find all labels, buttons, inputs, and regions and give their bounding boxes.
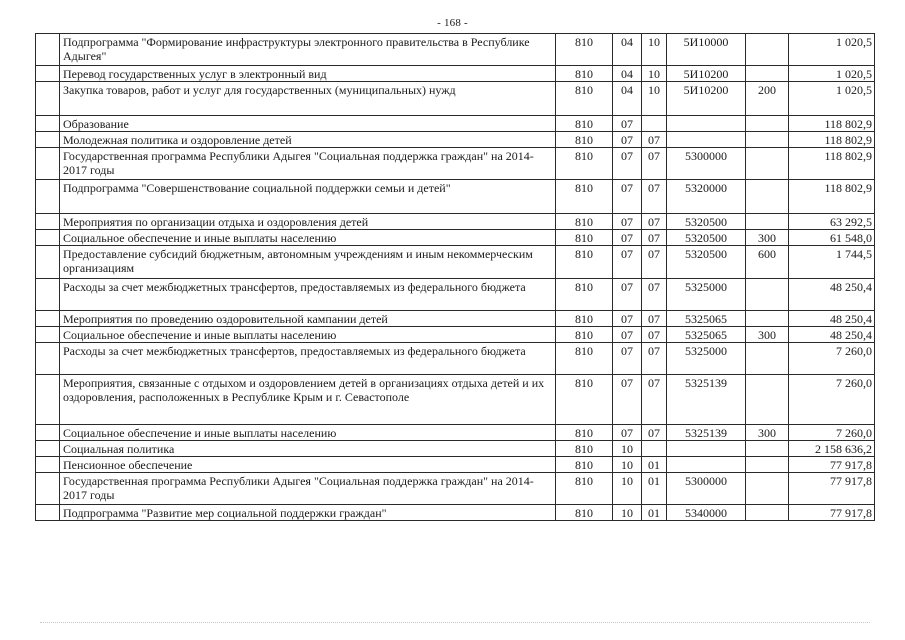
row-marker-cell bbox=[36, 505, 60, 521]
subsection-code-cell: 10 bbox=[642, 66, 667, 82]
item-name-cell: Государственная программа Республики Адыгея "Социальная поддержка граждан" на 2014-2017 годы bbox=[60, 473, 556, 505]
item-name-cell: Мероприятия по организации отдыха и оздоровления детей bbox=[60, 214, 556, 230]
table-row bbox=[36, 246, 875, 279]
target-code-cell: 5320500 bbox=[667, 246, 746, 279]
target-code-cell: 5300000 bbox=[667, 473, 746, 505]
ministry-code-cell: 810 bbox=[556, 343, 613, 375]
subsection-code-cell: 07 bbox=[642, 180, 667, 214]
target-code-cell: 5325139 bbox=[667, 425, 746, 441]
table-row bbox=[36, 425, 875, 441]
item-name-cell: Перевод государственных услуг в электронный вид bbox=[60, 66, 556, 82]
item-name-cell: Расходы за счет межбюджетных трансфертов, предоставляемых из федерального бюджета bbox=[60, 343, 556, 375]
ministry-code-cell: 810 bbox=[556, 148, 613, 180]
row-marker-cell bbox=[36, 375, 60, 425]
item-name-cell: Социальное обеспечение и иные выплаты населению bbox=[60, 230, 556, 246]
expense-type-cell bbox=[746, 473, 789, 505]
target-code-cell: 5340000 bbox=[667, 505, 746, 521]
expense-type-cell bbox=[746, 66, 789, 82]
table-row bbox=[36, 343, 875, 375]
amount-cell: 77 917,8 bbox=[789, 457, 875, 473]
amount-cell: 2 158 636,2 bbox=[789, 441, 875, 457]
row-marker-cell bbox=[36, 473, 60, 505]
subsection-code-cell: 07 bbox=[642, 375, 667, 425]
row-marker-cell bbox=[36, 132, 60, 148]
section-code-cell: 07 bbox=[613, 375, 642, 425]
amount-cell: 61 548,0 bbox=[789, 230, 875, 246]
subsection-code-cell: 01 bbox=[642, 457, 667, 473]
section-code-cell: 07 bbox=[613, 116, 642, 132]
expense-type-cell: 300 bbox=[746, 230, 789, 246]
expense-type-cell bbox=[746, 505, 789, 521]
section-code-cell: 07 bbox=[613, 327, 642, 343]
row-marker-cell bbox=[36, 425, 60, 441]
subsection-code-cell: 07 bbox=[642, 132, 667, 148]
amount-cell: 1 020,5 bbox=[789, 34, 875, 66]
item-name-cell: Мероприятия, связанные с отдыхом и оздоровлением детей в организациях отдыха детей и их оздоровления, расположенных в Республике Крым и г. Севастополе bbox=[60, 375, 556, 425]
target-code-cell: 5И10200 bbox=[667, 66, 746, 82]
expense-type-cell bbox=[746, 148, 789, 180]
row-marker-cell bbox=[36, 214, 60, 230]
section-code-cell: 10 bbox=[613, 457, 642, 473]
row-marker-cell bbox=[36, 279, 60, 311]
ministry-code-cell: 810 bbox=[556, 311, 613, 327]
item-name-cell: Мероприятия по проведению оздоровительной кампании детей bbox=[60, 311, 556, 327]
target-code-cell: 5300000 bbox=[667, 148, 746, 180]
target-code-cell: 5320500 bbox=[667, 230, 746, 246]
target-code-cell bbox=[667, 457, 746, 473]
section-code-cell: 07 bbox=[613, 246, 642, 279]
amount-cell: 7 260,0 bbox=[789, 343, 875, 375]
row-marker-cell bbox=[36, 180, 60, 214]
row-marker-cell bbox=[36, 116, 60, 132]
ministry-code-cell: 810 bbox=[556, 180, 613, 214]
amount-cell: 1 020,5 bbox=[789, 82, 875, 116]
ministry-code-cell: 810 bbox=[556, 34, 613, 66]
table-row bbox=[36, 34, 875, 66]
subsection-code-cell: 07 bbox=[642, 148, 667, 180]
budget-table bbox=[35, 33, 875, 521]
row-marker-cell bbox=[36, 246, 60, 279]
row-marker-cell bbox=[36, 66, 60, 82]
subsection-code-cell: 07 bbox=[642, 230, 667, 246]
amount-cell: 77 917,8 bbox=[789, 473, 875, 505]
expense-type-cell bbox=[746, 34, 789, 66]
scan-edge-line bbox=[40, 622, 870, 624]
target-code-cell: 5325065 bbox=[667, 327, 746, 343]
expense-type-cell: 200 bbox=[746, 82, 789, 116]
subsection-code-cell: 07 bbox=[642, 214, 667, 230]
row-marker-cell bbox=[36, 311, 60, 327]
amount-cell: 7 260,0 bbox=[789, 375, 875, 425]
table-row bbox=[36, 279, 875, 311]
table-row bbox=[36, 441, 875, 457]
target-code-cell: 5И10000 bbox=[667, 34, 746, 66]
amount-cell: 1 020,5 bbox=[789, 66, 875, 82]
table-row bbox=[36, 505, 875, 521]
section-code-cell: 07 bbox=[613, 180, 642, 214]
section-code-cell: 07 bbox=[613, 214, 642, 230]
table-row bbox=[36, 214, 875, 230]
section-code-cell: 07 bbox=[613, 230, 642, 246]
section-code-cell: 04 bbox=[613, 66, 642, 82]
target-code-cell bbox=[667, 441, 746, 457]
item-name-cell: Государственная программа Республики Адыгея "Социальная поддержка граждан" на 2014-2017 годы bbox=[60, 148, 556, 180]
ministry-code-cell: 810 bbox=[556, 505, 613, 521]
section-code-cell: 07 bbox=[613, 132, 642, 148]
ministry-code-cell: 810 bbox=[556, 66, 613, 82]
table-row bbox=[36, 457, 875, 473]
amount-cell: 48 250,4 bbox=[789, 311, 875, 327]
subsection-code-cell bbox=[642, 116, 667, 132]
ministry-code-cell: 810 bbox=[556, 279, 613, 311]
table-body bbox=[36, 34, 875, 521]
table-row bbox=[36, 230, 875, 246]
target-code-cell bbox=[667, 132, 746, 148]
row-marker-cell bbox=[36, 148, 60, 180]
amount-cell: 63 292,5 bbox=[789, 214, 875, 230]
subsection-code-cell: 01 bbox=[642, 505, 667, 521]
table-row bbox=[36, 375, 875, 425]
item-name-cell: Социальное обеспечение и иные выплаты населению bbox=[60, 425, 556, 441]
amount-cell: 118 802,9 bbox=[789, 132, 875, 148]
amount-cell: 118 802,9 bbox=[789, 180, 875, 214]
expense-type-cell: 300 bbox=[746, 425, 789, 441]
subsection-code-cell: 10 bbox=[642, 34, 667, 66]
expense-type-cell bbox=[746, 279, 789, 311]
ministry-code-cell: 810 bbox=[556, 425, 613, 441]
row-marker-cell bbox=[36, 441, 60, 457]
table-row bbox=[36, 82, 875, 116]
item-name-cell: Пенсионное обеспечение bbox=[60, 457, 556, 473]
amount-cell: 48 250,4 bbox=[789, 327, 875, 343]
item-name-cell: Расходы за счет межбюджетных трансфертов, предоставляемых из федерального бюджета bbox=[60, 279, 556, 311]
expense-type-cell: 600 bbox=[746, 246, 789, 279]
table-row bbox=[36, 180, 875, 214]
section-code-cell: 10 bbox=[613, 505, 642, 521]
item-name-cell: Социальное обеспечение и иные выплаты населению bbox=[60, 327, 556, 343]
table-row bbox=[36, 132, 875, 148]
amount-cell: 118 802,9 bbox=[789, 148, 875, 180]
row-marker-cell bbox=[36, 82, 60, 116]
ministry-code-cell: 810 bbox=[556, 116, 613, 132]
section-code-cell: 07 bbox=[613, 425, 642, 441]
expense-type-cell bbox=[746, 441, 789, 457]
row-marker-cell bbox=[36, 457, 60, 473]
expense-type-cell bbox=[746, 343, 789, 375]
expense-type-cell bbox=[746, 116, 789, 132]
target-code-cell: 5320000 bbox=[667, 180, 746, 214]
target-code-cell: 5325139 bbox=[667, 375, 746, 425]
expense-type-cell bbox=[746, 214, 789, 230]
item-name-cell: Закупка товаров, работ и услуг для государственных (муниципальных) нужд bbox=[60, 82, 556, 116]
table-row bbox=[36, 148, 875, 180]
ministry-code-cell: 810 bbox=[556, 327, 613, 343]
ministry-code-cell: 810 bbox=[556, 214, 613, 230]
item-name-cell: Молодежная политика и оздоровление детей bbox=[60, 132, 556, 148]
expense-type-cell bbox=[746, 311, 789, 327]
page-number: - 168 - bbox=[437, 17, 468, 29]
item-name-cell: Образование bbox=[60, 116, 556, 132]
subsection-code-cell: 07 bbox=[642, 311, 667, 327]
expense-type-cell: 300 bbox=[746, 327, 789, 343]
section-code-cell: 07 bbox=[613, 343, 642, 375]
subsection-code-cell: 01 bbox=[642, 473, 667, 505]
row-marker-cell bbox=[36, 327, 60, 343]
ministry-code-cell: 810 bbox=[556, 246, 613, 279]
table-row bbox=[36, 66, 875, 82]
item-name-cell: Социальная политика bbox=[60, 441, 556, 457]
expense-type-cell bbox=[746, 180, 789, 214]
expense-type-cell bbox=[746, 132, 789, 148]
amount-cell: 7 260,0 bbox=[789, 425, 875, 441]
subsection-code-cell bbox=[642, 441, 667, 457]
target-code-cell: 5325065 bbox=[667, 311, 746, 327]
row-marker-cell bbox=[36, 343, 60, 375]
subsection-code-cell: 07 bbox=[642, 343, 667, 375]
section-code-cell: 04 bbox=[613, 82, 642, 116]
section-code-cell: 07 bbox=[613, 279, 642, 311]
table-row bbox=[36, 116, 875, 132]
section-code-cell: 07 bbox=[613, 311, 642, 327]
ministry-code-cell: 810 bbox=[556, 457, 613, 473]
table-row bbox=[36, 473, 875, 505]
table-row bbox=[36, 327, 875, 343]
target-code-cell: 5325000 bbox=[667, 279, 746, 311]
row-marker-cell bbox=[36, 34, 60, 66]
target-code-cell bbox=[667, 116, 746, 132]
subsection-code-cell: 07 bbox=[642, 425, 667, 441]
target-code-cell: 5И10200 bbox=[667, 82, 746, 116]
section-code-cell: 07 bbox=[613, 148, 642, 180]
section-code-cell: 10 bbox=[613, 473, 642, 505]
amount-cell: 1 744,5 bbox=[789, 246, 875, 279]
subsection-code-cell: 07 bbox=[642, 327, 667, 343]
item-name-cell: Подпрограмма "Совершенствование социальной поддержки семьи и детей" bbox=[60, 180, 556, 214]
amount-cell: 48 250,4 bbox=[789, 279, 875, 311]
ministry-code-cell: 810 bbox=[556, 230, 613, 246]
ministry-code-cell: 810 bbox=[556, 82, 613, 116]
table-row bbox=[36, 311, 875, 327]
amount-cell: 77 917,8 bbox=[789, 505, 875, 521]
expense-type-cell bbox=[746, 457, 789, 473]
item-name-cell: Подпрограмма "Формирование инфраструктуры электронного правительства в Республике Адыгея" bbox=[60, 34, 556, 66]
row-marker-cell bbox=[36, 230, 60, 246]
ministry-code-cell: 810 bbox=[556, 473, 613, 505]
ministry-code-cell: 810 bbox=[556, 132, 613, 148]
subsection-code-cell: 07 bbox=[642, 246, 667, 279]
amount-cell: 118 802,9 bbox=[789, 116, 875, 132]
subsection-code-cell: 10 bbox=[642, 82, 667, 116]
ministry-code-cell: 810 bbox=[556, 441, 613, 457]
item-name-cell: Подпрограмма "Развитие мер социальной поддержки граждан" bbox=[60, 505, 556, 521]
ministry-code-cell: 810 bbox=[556, 375, 613, 425]
target-code-cell: 5325000 bbox=[667, 343, 746, 375]
item-name-cell: Предоставление субсидий бюджетным, автономным учреждениям и иным некоммерческим организациям bbox=[60, 246, 556, 279]
target-code-cell: 5320500 bbox=[667, 214, 746, 230]
section-code-cell: 10 bbox=[613, 441, 642, 457]
section-code-cell: 04 bbox=[613, 34, 642, 66]
expense-type-cell bbox=[746, 375, 789, 425]
subsection-code-cell: 07 bbox=[642, 279, 667, 311]
